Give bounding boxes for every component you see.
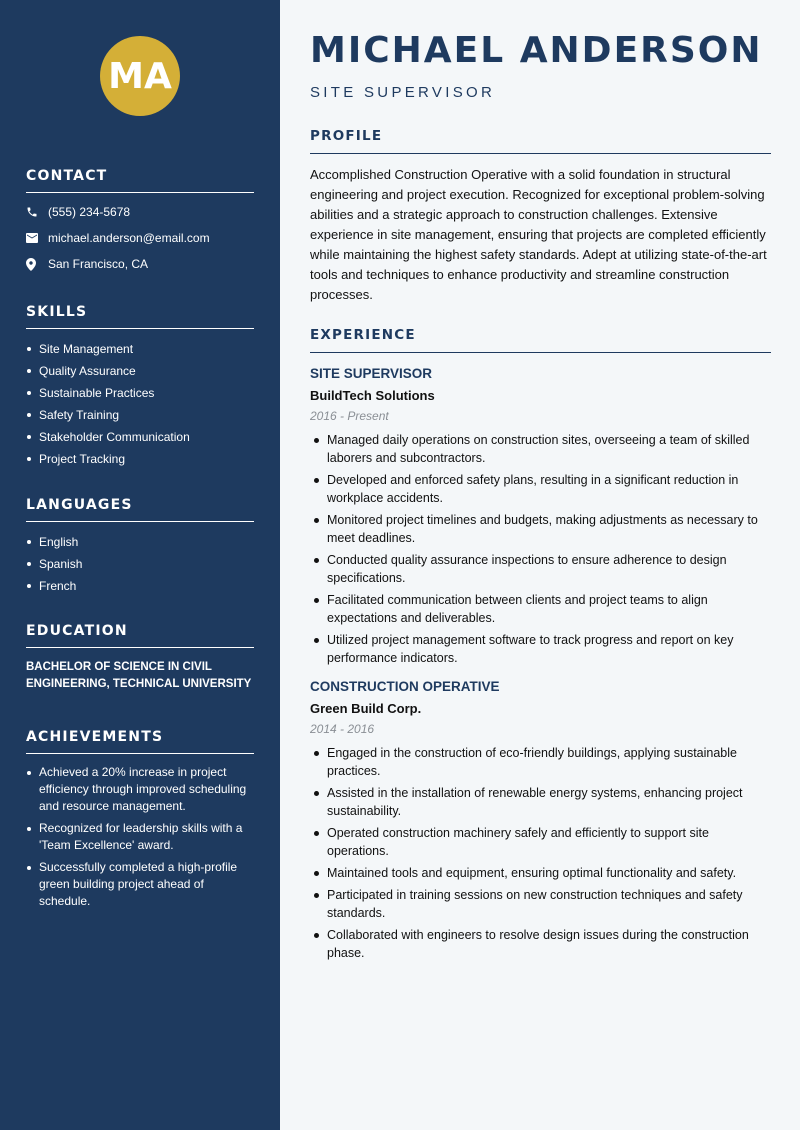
phone-text[interactable]: (555) 234-5678 [48, 205, 131, 219]
duty-item: Engaged in the construction of eco-friendly buildings, applying sustainable practices. [310, 744, 771, 780]
duty-item: Managed daily operations on construction sites, overseeing a team of skilled laborers and subcontractors. [310, 431, 771, 467]
education-section [26, 623, 254, 693]
contact-section [26, 168, 254, 277]
sidebar [0, 0, 280, 1130]
education-heading: EDUCATION [26, 623, 254, 648]
skill-item: Stakeholder Communication [26, 426, 254, 448]
language-item: French [26, 575, 254, 597]
language-item: Spanish [26, 553, 254, 575]
profile-heading: PROFILE [310, 128, 771, 154]
profile-section [310, 128, 771, 305]
languages-heading: LANGUAGES [26, 497, 254, 522]
duty-item: Assisted in the installation of renewable energy systems, enhancing project sustainability. [310, 784, 771, 820]
achievements-section [26, 729, 254, 915]
skill-item: Sustainable Practices [26, 382, 254, 404]
job-title: SITE SUPERVISOR [310, 366, 433, 381]
location-text: San Francisco, CA [48, 257, 149, 271]
experience-heading: EXPERIENCE [310, 327, 771, 353]
achievement-item: Recognized for leadership skills with a 'Team Excellence' award. [26, 820, 254, 854]
skill-item: Project Tracking [26, 448, 254, 470]
duty-item: Participated in training sessions on new construction techniques and safety standards. [310, 886, 771, 922]
contact-location [26, 251, 254, 277]
duty-item: Monitored project timelines and budgets, making adjustments as necessary to meet deadlines. [310, 511, 771, 547]
candidate-name: MICHAEL ANDERSON [310, 30, 763, 71]
job-company: Green Build Corp. [310, 701, 422, 716]
job-entry [310, 366, 771, 667]
skill-item: Site Management [26, 338, 254, 360]
skill-item: Safety Training [26, 404, 254, 426]
contact-email [26, 225, 254, 251]
job-dates: 2014 - 2016 [310, 722, 375, 736]
job-title: CONSTRUCTION OPERATIVE [310, 679, 500, 694]
avatar: MA [100, 36, 180, 116]
job-dates: 2016 - Present [310, 409, 389, 423]
languages-section [26, 497, 254, 597]
email-icon [26, 233, 48, 243]
duty-item: Collaborated with engineers to resolve design issues during the construction phase. [310, 926, 771, 962]
education-degree: BACHELOR OF SCIENCE IN CIVIL ENGINEERING, TECHNICAL UNIVERSITY [26, 661, 252, 690]
contact-phone [26, 199, 254, 225]
candidate-role: SITE SUPERVISOR [310, 84, 496, 101]
job-entry [310, 679, 771, 962]
email-text[interactable]: michael.anderson@email.com [48, 231, 210, 245]
job-company: BuildTech Solutions [310, 388, 435, 403]
duty-item: Utilized project management software to track progress and report on key performance indicators. [310, 631, 771, 667]
achievement-item: Achieved a 20% increase in project efficiency through improved scheduling and resource management. [26, 764, 254, 815]
phone-icon [26, 206, 48, 218]
duty-item: Operated construction machinery safely and efficiently to support site operations. [310, 824, 771, 860]
contact-heading: CONTACT [26, 168, 254, 193]
location-pin-icon [26, 258, 48, 271]
duty-item: Facilitated communication between clients and project teams to align expectations and deliverables. [310, 591, 771, 627]
skills-heading: SKILLS [26, 304, 254, 329]
profile-text: Accomplished Construction Operative with a solid foundation in structural engineering and project execution. Recognized for exceptional problem-solving abilities and a strategic approach to construction challenges. Extensive experience in site management, ensuring that projects are completed efficiently while maintaining the highest safety standards. Adept at utilizing state-of-the-art tools and techniques to enhance productivity and streamline construction processes. [310, 167, 767, 302]
duty-item: Conducted quality assurance inspections to ensure adherence to design specifications. [310, 551, 771, 587]
duty-item: Developed and enforced safety plans, resulting in a significant reduction in workplace accidents. [310, 471, 771, 507]
achievement-item: Successfully completed a high-profile green building project ahead of schedule. [26, 859, 254, 910]
experience-section [310, 327, 771, 966]
achievements-heading: ACHIEVEMENTS [26, 729, 254, 754]
skills-section [26, 304, 254, 470]
skill-item: Quality Assurance [26, 360, 254, 382]
language-item: English [26, 531, 254, 553]
duty-item: Maintained tools and equipment, ensuring optimal functionality and safety. [310, 864, 771, 882]
